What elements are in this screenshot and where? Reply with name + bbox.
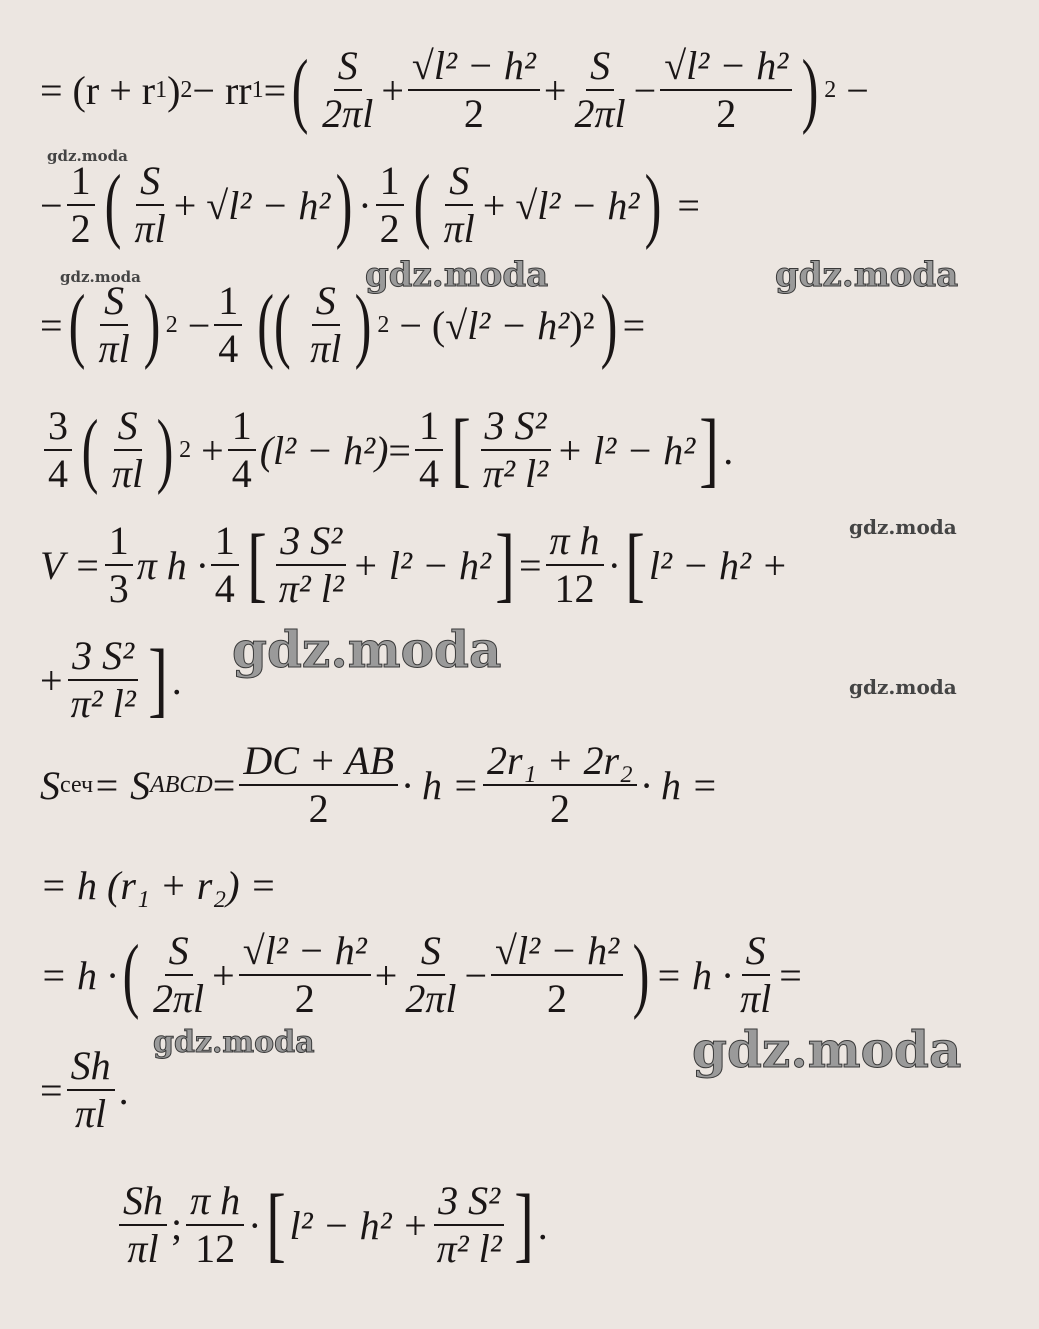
equation-line-5: V = $\frac{1}{3}$ π h · $\frac{1}{4}$ [ $\frac{\text{3 S²}}{\text{π² l²}}$ + l² − h² ] = $\frac{\text{π h}}{12}$ · [ l² − h² + [40, 518, 788, 611]
fraction: $\frac{1}{4}$ [211, 520, 239, 610]
fraction: $\frac{S}{2\pi l}$ [405, 928, 457, 1021]
equation-line-3: = ( $\frac{S}{\pi l}$ ) 2 − $\frac{1}{4}$ (( $\frac{S}{\pi l}$ ) 2 − (√ l² − h² )² ) = [40, 278, 646, 371]
fraction: $\frac{\text{2r₁ + 2r₂}}{2}$ [483, 740, 637, 830]
fraction: $\frac{\text{π h}}{12}$ [546, 520, 604, 610]
fraction: $\frac{DC + AB}{2}$ [239, 740, 398, 830]
subscript: 1 [155, 76, 168, 103]
watermark: gdz.moda [849, 675, 957, 699]
fraction: $\frac{\text{√l² − h²}}{2}$ [408, 45, 540, 135]
fraction: $\frac{\text{π h}}{12}$ [186, 1180, 244, 1270]
fraction: $\frac{\text{3 S²}}{\text{π² l²}}$ [433, 1180, 506, 1270]
superscript: 2 [180, 76, 193, 103]
equation-line-9: = h · ( $\frac{S}{2\pi l}$ + $\frac{\text{√l² − h²}}{2}$ + $\frac{S}{2\pi l}$ − $\frac{\text{√l² − h²}}{2}$ ) = h · $\frac{S}{\pi l}$ = [40, 928, 802, 1021]
subscript: 1 [251, 76, 264, 103]
fraction: $\frac{S}{\pi l}$ [134, 158, 166, 251]
equation-line-8: = h (r₁ + r₂) = [40, 862, 277, 908]
fraction: $\frac{\text{√l² − h²}}{2}$ [660, 45, 792, 135]
fraction: $\frac{\text{√l² − h²}}{2}$ [491, 930, 623, 1020]
fraction: $\frac{1}{2}$ [376, 160, 404, 250]
expr-text: = [263, 67, 287, 113]
watermark: gdz.moda [60, 268, 141, 286]
equation-line-1: = (r + r 1 ) 2 − rr 1 = ( $\frac{S}{2\pi l}$ + $\frac{\text{√l² − h²}}{2}$ + $\frac{S}{2\pi l}$ − $\frac{\text{√l² − h²}}{2}$ ) 2 − [40, 43, 869, 136]
fraction: $\frac{1}{4}$ [415, 405, 443, 495]
watermark: gdz.moda [232, 620, 502, 679]
fraction: $\frac{S}{\pi l}$ [310, 278, 342, 371]
fraction: $\frac{Sh}{\pi l}$ [67, 1045, 115, 1135]
equation-line-2: − $\frac{1}{2}$ ( $\frac{S}{\pi l}$ + √ l² − h² ) · $\frac{1}{2}$ ( $\frac{S}{\pi l}$ + √ l² − h² ) = [40, 158, 700, 251]
fraction: $\frac{3}{4}$ [44, 405, 72, 495]
equation-line-4: $\frac{3}{4}$ ( $\frac{S}{\pi l}$ ) 2 + $\frac{1}{4}$ (l² − h²) = $\frac{1}{4}$ [ $\frac{\text{3 S²}}{\text{π² l²}}$ + l² − h² ] . [40, 390, 733, 510]
fraction: $\frac{1}{3}$ [105, 520, 133, 610]
fraction: $\frac{1}{4}$ [214, 280, 242, 370]
fraction: $\frac{Sh}{\pi l}$ [119, 1180, 167, 1270]
fraction: $\frac{1}{2}$ [67, 160, 95, 250]
fraction: $\frac{S}{\pi l}$ [111, 403, 144, 496]
fraction: $\frac{S}{\pi l}$ [98, 278, 130, 371]
watermark: gdz.moda [775, 255, 959, 295]
watermark: gdz.moda [47, 147, 128, 165]
watermark: gdz.moda [153, 1025, 315, 1060]
expr-text: = (r + r [40, 67, 156, 113]
watermark: gdz.moda [849, 515, 957, 539]
watermark: gdz.moda [692, 1020, 962, 1079]
fraction: $\frac{S}{2\pi l}$ [574, 43, 626, 136]
fraction: $\frac{S}{\pi l}$ [740, 928, 772, 1021]
fraction: $\frac{\text{3 S²}}{\text{π² l²}}$ [67, 635, 140, 725]
fraction: $\frac{\text{3 S²}}{\text{π² l²}}$ [479, 405, 552, 495]
expr-text: ) [167, 67, 181, 113]
fraction: $\frac{S}{2\pi l}$ [322, 43, 374, 136]
paren-close: ) [801, 43, 819, 136]
fraction: $\frac{1}{4}$ [228, 405, 256, 495]
equation-line-7: S сеч = S ABCD = $\frac{DC + AB}{2}$ · h = $\frac{\text{2r₁ + 2r₂}}{2}$ · h = [40, 738, 718, 831]
fraction: $\frac{\text{3 S²}}{\text{π² l²}}$ [275, 520, 348, 610]
fraction: $\frac{S}{\pi l}$ [443, 158, 475, 251]
equation-line-6: + $\frac{\text{3 S²}}{\text{π² l²}}$ ] . [40, 633, 182, 726]
watermark: gdz.moda [365, 255, 549, 295]
fraction: $\frac{\text{√l² − h²}}{2}$ [239, 930, 371, 1020]
paren-open: ( [291, 43, 309, 136]
expr-text: − rr [192, 67, 252, 113]
fraction: $\frac{S}{2\pi l}$ [152, 928, 205, 1021]
answer-line: $\frac{Sh}{\pi l}$ ; $\frac{\text{π h}}{12}$ · [ l² − h² + $\frac{\text{3 S²}}{\text{π² l²}}$ ] . [115, 1165, 548, 1285]
equation-line-10: = $\frac{Sh}{\pi l}$ . [40, 1043, 129, 1136]
